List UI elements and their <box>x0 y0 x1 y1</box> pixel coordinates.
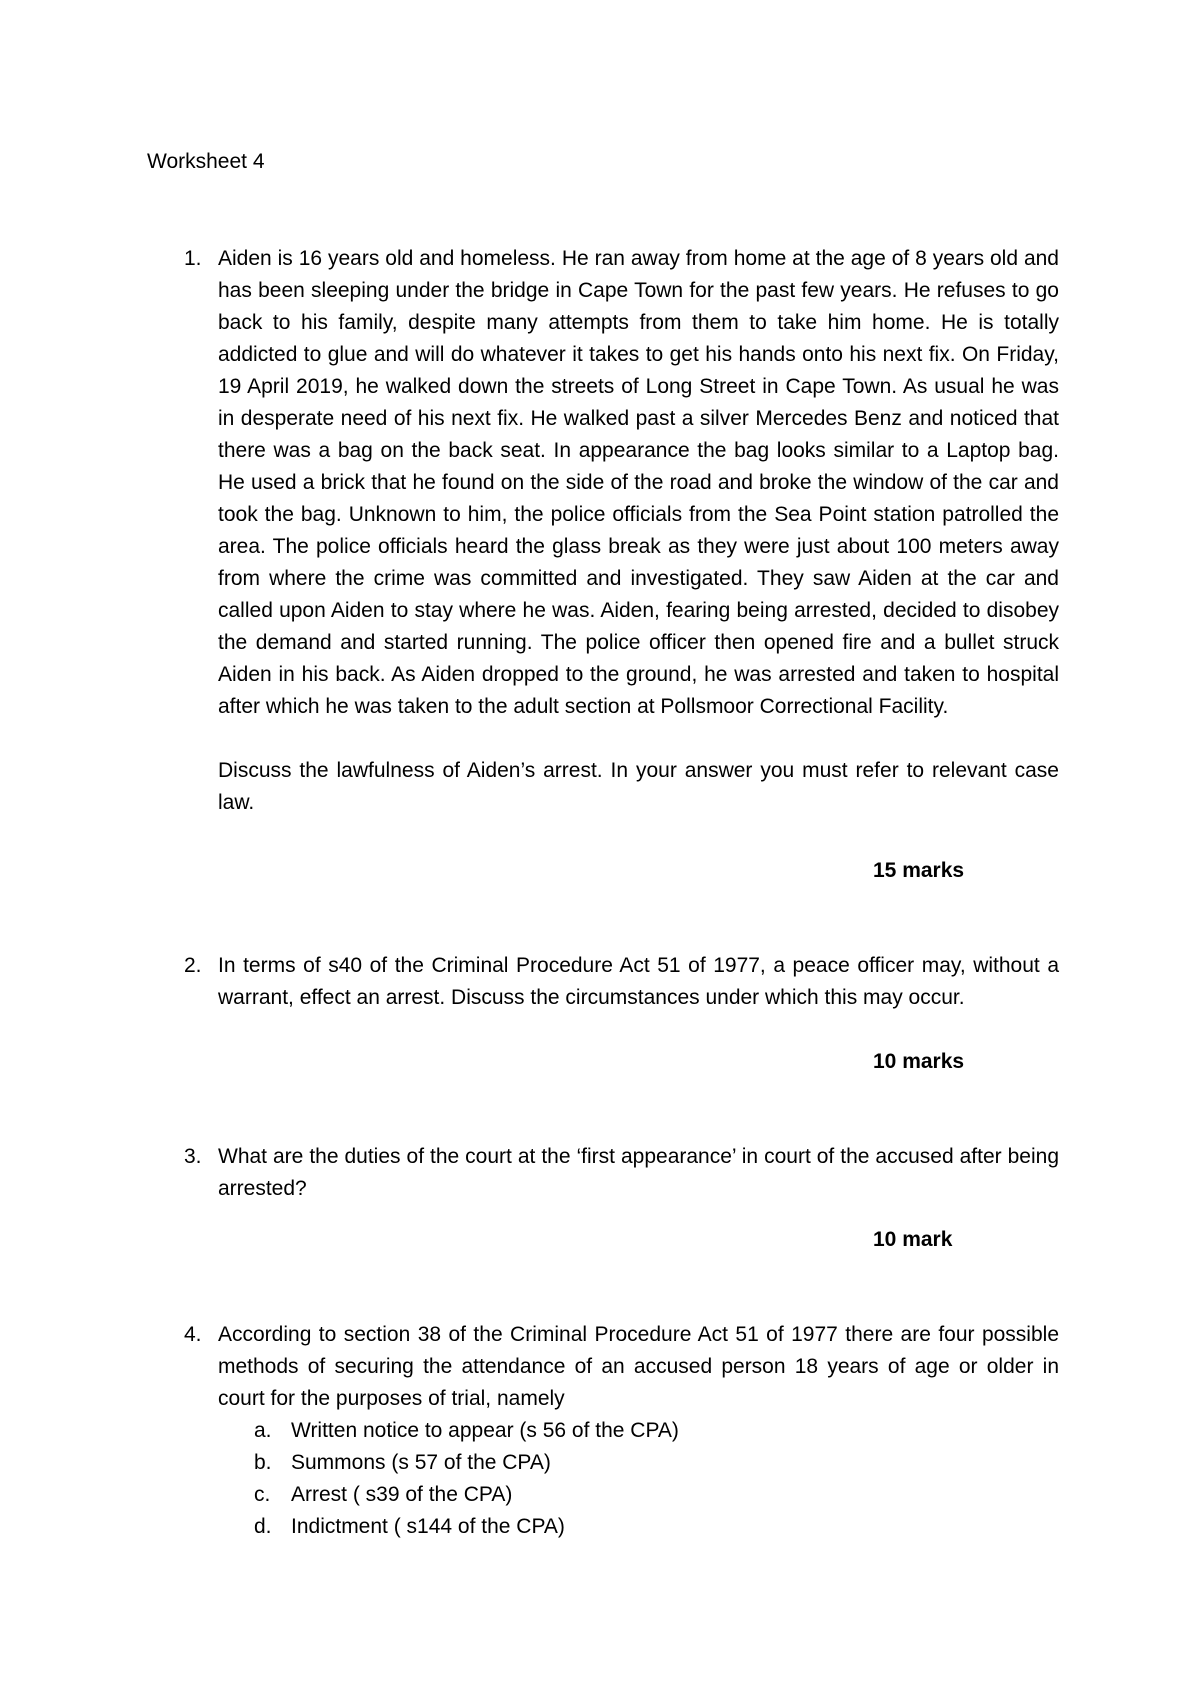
question-2 <box>184 950 1059 1014</box>
question-text: According to section 38 of the Criminal Procedure Act 51 of 1977 there are four possible methods of securing the attendance of an accused person 18 years of age or older in court for the purposes of trial, namely <box>218 1323 1059 1410</box>
question-number: 4. <box>184 1323 202 1346</box>
list-item <box>218 1415 1059 1447</box>
marks-label: 15 marks <box>873 859 965 882</box>
list-item-letter: c. <box>254 1483 271 1506</box>
list-item-letter: d. <box>254 1515 272 1538</box>
page-title: Worksheet 4 <box>147 150 265 173</box>
list-item <box>218 1479 1059 1511</box>
list-item-text: Arrest ( s39 of the CPA) <box>291 1483 513 1506</box>
list-item <box>218 1511 1059 1543</box>
list-item-text: Summons (s 57 of the CPA) <box>291 1451 551 1474</box>
method-list <box>218 1415 1059 1543</box>
question-number: 2. <box>184 954 202 977</box>
list-item-letter: a. <box>254 1419 272 1442</box>
marks-label: 10 marks <box>873 1050 965 1073</box>
question-prompt: Discuss the lawfulness of Aiden’s arrest. In your answer you must refer to relevant case law. <box>218 759 1059 814</box>
list-item-text: Indictment ( s144 of the CPA) <box>291 1515 565 1538</box>
question-number: 3. <box>184 1145 202 1168</box>
question-4 <box>184 1319 1059 1543</box>
question-number: 1. <box>184 247 202 270</box>
question-1 <box>184 243 1059 819</box>
list-item <box>218 1447 1059 1479</box>
marks-label: 10 mark <box>873 1228 953 1251</box>
question-text: In terms of s40 of the Criminal Procedure Act 51 of 1977, a peace officer may, without a warrant, effect an arrest. Discuss the circumstances under which this may occur. <box>218 954 1059 1009</box>
question-text: What are the duties of the court at the ‘first appearance’ in court of the accused after being arrested? <box>218 1145 1059 1200</box>
list-item-letter: b. <box>254 1451 272 1474</box>
question-text: Aiden is 16 years old and homeless. He ran away from home at the age of 8 years old and has been sleeping under the bridge in Cape Town for the past few years. He refuses to go back to his family, despite many attempts from them to take him home. He is totally addicted to glue and will do whatever it takes to get his hands onto his next fix. On Friday, 19 April 2019, he walked down the streets of Long Street in Cape Town. As usual he was in desperate need of his next fix. He walked past a silver Mercedes Benz and noticed that there was a bag on the back seat. In appearance the bag looks similar to a Laptop bag. He used a brick that he found on the side of the road and broke the window of the car and took the bag. Unknown to him, the police officials from the Sea Point station patrolled the area. The police officials heard the glass break as they were just about 100 meters away from where the crime was committed and investigated. They saw Aiden at the car and called upon Aiden to stay where he was. Aiden, fearing being arrested, decided to disobey the demand and started running. The police officer then opened fire and a bullet struck Aiden in his back. As Aiden dropped to the ground, he was arrested and taken to hospital after which he was taken to the adult section at Pollsmoor Correctional Facility. <box>218 247 1059 718</box>
list-item-text: Written notice to appear (s 56 of the CPA) <box>291 1419 679 1442</box>
question-3 <box>184 1141 1059 1205</box>
